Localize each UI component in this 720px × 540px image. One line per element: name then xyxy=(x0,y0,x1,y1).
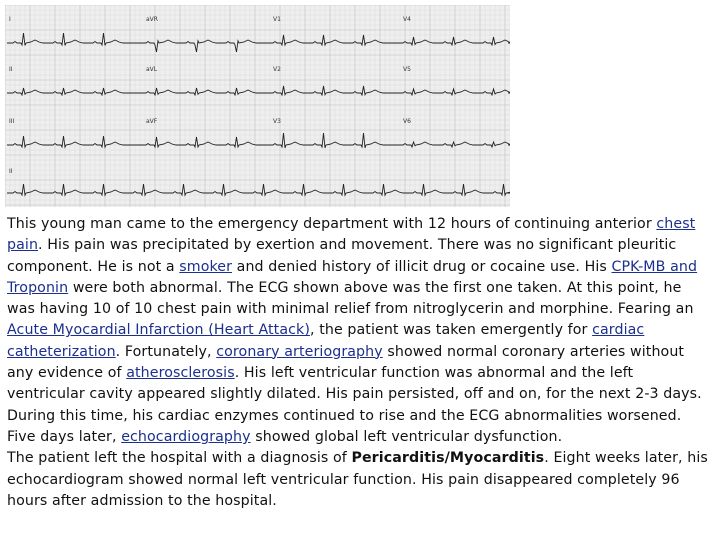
ecg-waveform-v2 xyxy=(267,86,397,95)
diagnosis-text: Pericarditis/Myocarditis xyxy=(351,450,545,467)
ecg-grid-major xyxy=(5,5,510,207)
ecg-waveform-v3 xyxy=(267,133,397,148)
ecg-lead-label: I xyxy=(9,16,11,23)
text-segment: . His pain was precipitated by exertion and movement. There was no significant pleuritic component. He is not a xyxy=(7,237,677,275)
text-segment: and denied history of illicit drug or cocaine use. His xyxy=(232,258,612,275)
text-segment: showed global left ventricular dysfunction. xyxy=(250,428,563,445)
ecg-lead-label: II xyxy=(9,66,13,73)
case-paragraph xyxy=(7,214,713,448)
ecg-waveform-avl xyxy=(140,88,267,95)
case-description xyxy=(7,214,713,512)
link-chest-pain[interactable]: chest pain xyxy=(7,216,696,254)
ecg-lead-label: V2 xyxy=(273,66,281,73)
ecg-lead-label: V6 xyxy=(403,118,411,125)
ecg-waveform-v5 xyxy=(397,89,510,95)
text-segment: This young man came to the emergency department with 12 hours of continuing anterior xyxy=(7,216,657,232)
ecg-lead-label: III xyxy=(9,118,15,125)
ecg-tracing-image xyxy=(5,5,510,207)
ecg-grid-fine xyxy=(5,5,510,207)
ecg-lead-label: aVF xyxy=(146,118,158,125)
text-segment: . Fortunately, xyxy=(115,343,217,360)
ecg-lead-label: aVR xyxy=(146,16,158,23)
link-smoker[interactable]: smoker xyxy=(179,258,233,275)
text-segment: . His left ventricular function was abnormal and the left ventricular cavity appeared slightly dilated. His pain persisted, off and on, for the next 2-3 days. During this time, his cardiac enzymes continued to rise and the ECG abnormalities worsened. Five days later, xyxy=(7,365,702,445)
ecg-lead-label: V5 xyxy=(403,66,411,73)
link-acute-myocardial-infarction[interactable]: Acute Myocardial Infarction (Heart Attack) xyxy=(7,322,310,339)
text-segment: , the patient was taken emergently for xyxy=(309,322,593,339)
ecg-lead-label: V3 xyxy=(273,118,281,125)
ecg-waveform-v6 xyxy=(397,142,510,147)
ecg-lead-label: II xyxy=(9,168,13,175)
text-segment: The patient left the hospital with a diagnosis of xyxy=(7,450,352,467)
diagnosis-paragraph xyxy=(7,448,713,512)
text-segment: showed normal coronary arteries without any evidence of xyxy=(7,343,685,382)
ecg-waveform-avf xyxy=(140,137,267,147)
text-segment: were both abnormal. The ECG shown above was the first one taken. At this point, he was having 10 of 10 chest pain with minimal relief from nitroglycerin and morphine. Fearing an xyxy=(7,279,694,318)
ecg-waveform-v4 xyxy=(397,37,510,45)
ecg-tracing-svg xyxy=(5,5,510,207)
text-segment: . Eight weeks later, his echocardiogram showed normal left ventricular function. His pain disappeared completely 96 hours after admission to the hospital. xyxy=(7,450,708,509)
ecg-lead-label: V1 xyxy=(273,16,281,23)
link-coronary-arteriography[interactable]: coronary arteriography xyxy=(216,343,383,360)
link-atherosclerosis[interactable]: atherosclerosis xyxy=(126,365,235,382)
link-cpk-mb-troponin[interactable]: CPK-MB and Troponin xyxy=(7,258,698,296)
ecg-rhythm-strip xyxy=(7,184,510,195)
ecg-lead-label: V4 xyxy=(403,16,411,23)
link-cardiac-catheterization[interactable]: cardiac catheterization xyxy=(7,322,645,360)
link-echocardiography[interactable]: echocardiography xyxy=(121,428,251,445)
ecg-lead-label: aVL xyxy=(146,66,158,73)
